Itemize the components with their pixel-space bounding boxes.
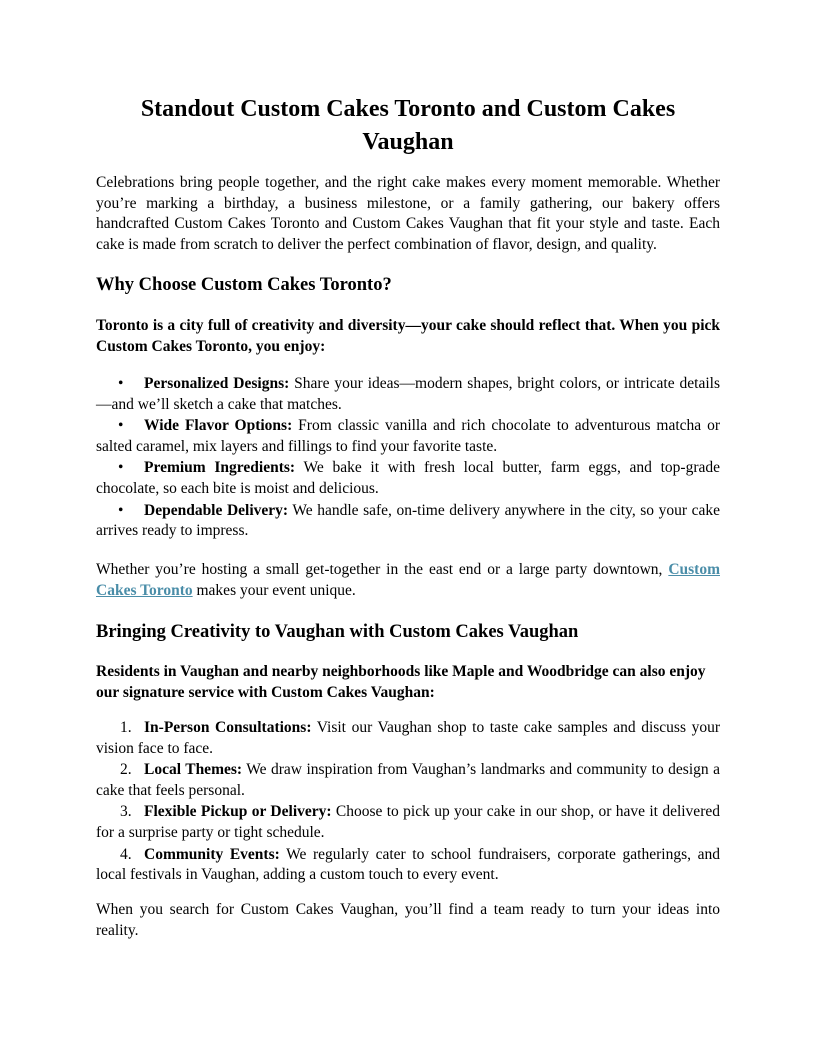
list-item (96, 802, 720, 843)
bullet-icon: • (118, 417, 124, 435)
vaughan-lead: Residents in Vaughan and nearby neighborhoods like Maple and Woodbridge can also enjoy our signature service with Custom Cakes Vaughan: (96, 663, 706, 701)
summary-text-end: makes your event unique. (192, 581, 356, 599)
list-item (96, 718, 720, 759)
list-item (96, 845, 720, 886)
item-text: We bake it with fresh local butter, farm eggs, and top-grade chocolate, so each bite is moist and delicious. (96, 459, 720, 497)
item-text: From classic vanilla and rich chocolate to adventurous matcha or salted caramel, mix layers and fillings to find your favorite taste. (96, 417, 721, 455)
custom-cakes-toronto-link[interactable]: Custom Cakes Toronto (96, 561, 720, 599)
bullet-icon: • (118, 501, 124, 519)
toronto-lead: Toronto is a city full of creativity and diversity—your cake should reflect that. When you pick Custom Cakes Toronto, you enjoy: (96, 317, 720, 355)
item-number: 2. (120, 761, 132, 779)
item-number: 1. (120, 719, 132, 736)
item-text: We draw inspiration from Vaughan’s landmarks and community to design a cake that feels personal. (96, 761, 720, 799)
item-text: Share your ideas—modern shapes, bright colors, or intricate details—and we’ll sketch a cake that matches. (96, 375, 720, 413)
item-label: In-Person Consultations: (144, 719, 312, 736)
closing-paragraph: When you search for Custom Cakes Vaughan, you’ll find a team ready to turn your ideas into reality. (96, 901, 720, 939)
heading-vaughan: Bringing Creativity to Vaughan with Custom Cakes Vaughan (96, 622, 579, 642)
list-item (96, 416, 720, 457)
item-text: We regularly cater to school fundraisers, corporate gatherings, and local festivals in Vaughan, adding a custom touch to every event. (96, 845, 720, 884)
item-label: Premium Ingredients: (144, 459, 296, 477)
toronto-summary-paragraph (96, 560, 720, 601)
item-label: Personalized Designs: (144, 375, 290, 392)
heading-why-toronto: Why Choose Custom Cakes Toronto? (96, 275, 392, 295)
item-label: Flexible Pickup or Delivery: (144, 803, 332, 821)
item-number: 4. (120, 845, 132, 863)
item-label: Community Events: (144, 845, 280, 863)
summary-text: Whether you’re hosting a small get-together in the east end or a large party downtown, (96, 561, 669, 578)
toronto-benefits-list (96, 374, 720, 543)
bullet-icon: • (118, 375, 124, 392)
item-label: Dependable Delivery: (144, 501, 289, 519)
list-item (96, 501, 720, 542)
intro-paragraph: Celebrations bring people together, and the right cake makes every moment memorable. Whether you’re marking a birthday, a business milestone, or a family gathering, our bakery offers handcrafted Custom Cakes Toronto and Custom Cakes Vaughan that fit your style and taste. Each cake is made from scratch to deliver the perfect combination of flavor, design, and quality. (96, 174, 720, 253)
item-number: 3. (120, 803, 132, 821)
list-item (96, 760, 720, 801)
bullet-icon: • (118, 459, 124, 477)
page-title: Standout Custom Cakes Toronto and Custom Cakes Vaughan (140, 96, 676, 155)
item-label: Wide Flavor Options: (144, 417, 293, 435)
item-text: Choose to pick up your cake in our shop, or have it delivered for a surprise party or tight schedule. (96, 803, 720, 841)
item-label: Local Themes: (144, 761, 243, 779)
list-item (96, 458, 720, 499)
list-item (96, 374, 720, 415)
item-text: Visit our Vaughan shop to taste cake samples and discuss your vision face to face. (96, 719, 720, 757)
item-text: We handle safe, on-time delivery anywhere in the city, so your cake arrives ready to impress. (96, 501, 720, 540)
vaughan-services-list (96, 718, 720, 887)
